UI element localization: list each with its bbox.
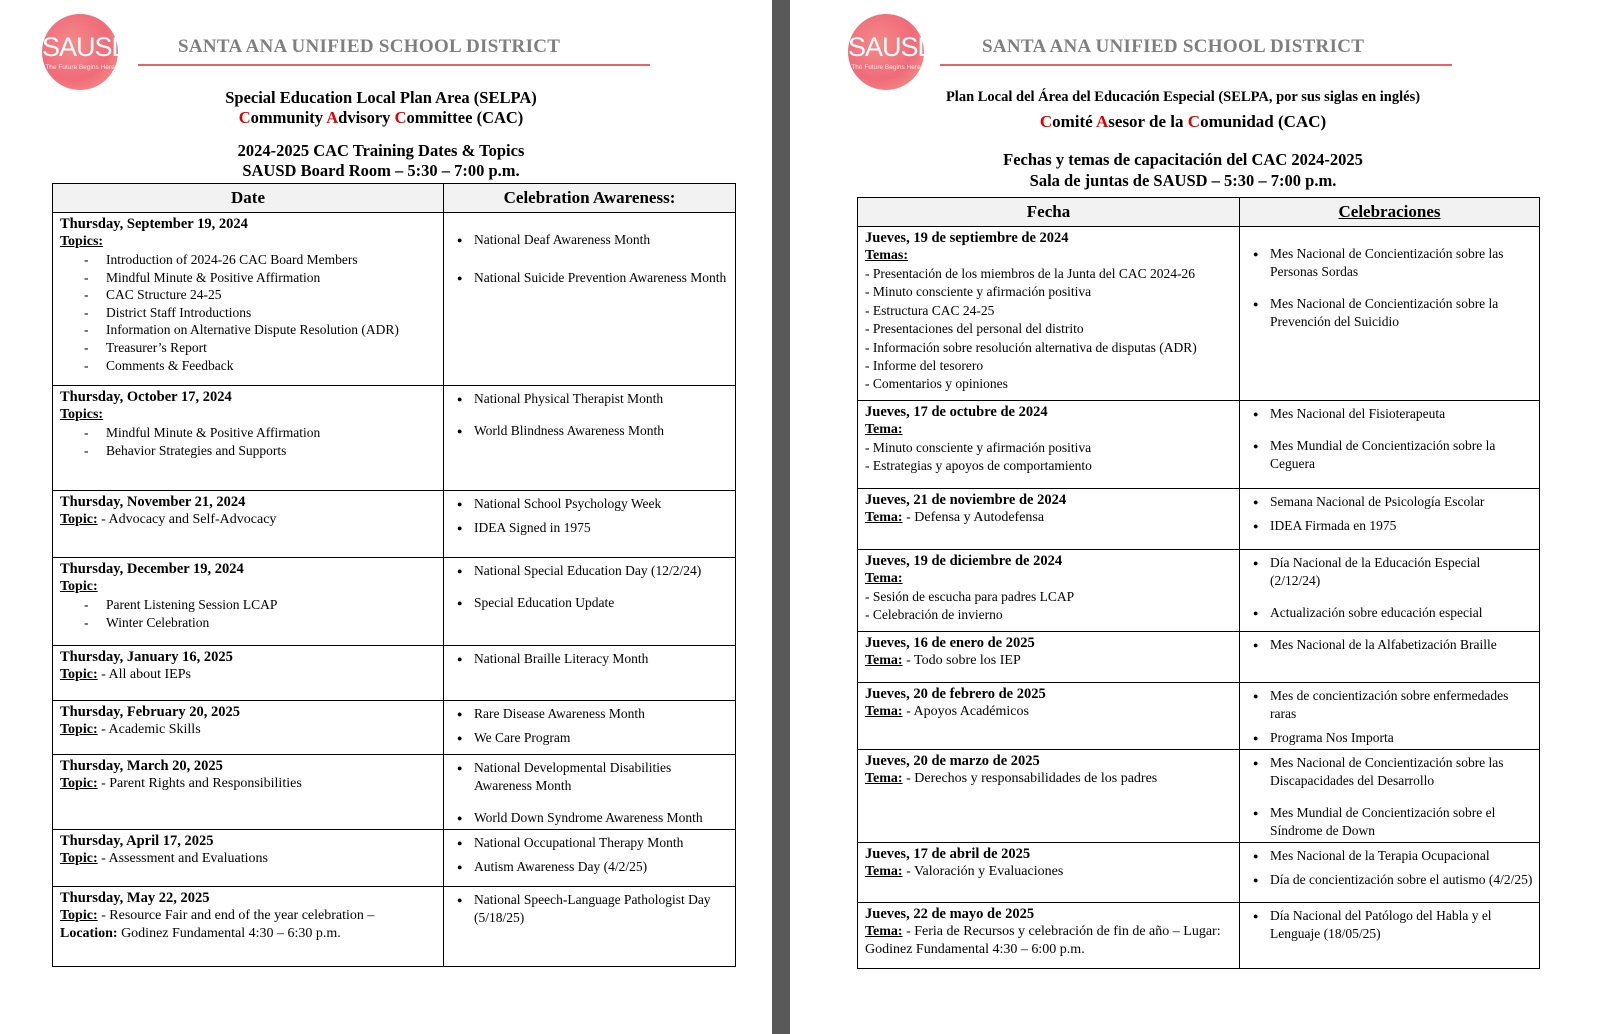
table-row bbox=[53, 646, 736, 701]
table-row bbox=[53, 830, 736, 887]
date-cell bbox=[53, 755, 444, 830]
topic-list bbox=[865, 439, 1233, 476]
schedule-body bbox=[53, 213, 736, 967]
celebration-header: Celebration Awareness: bbox=[444, 184, 736, 213]
date-cell bbox=[858, 632, 1240, 683]
sausd-logo bbox=[848, 14, 937, 90]
logo-tagline: The Future Begins Here bbox=[851, 64, 921, 71]
table-row bbox=[858, 843, 1540, 903]
date-cell-content bbox=[53, 646, 443, 686]
celebration-list bbox=[1246, 405, 1533, 473]
date-cell-content bbox=[858, 843, 1239, 883]
topic-line bbox=[60, 907, 437, 925]
celebration-cell-content bbox=[1240, 683, 1539, 749]
celebration-list bbox=[450, 759, 729, 827]
celebration-item: ● Día Nacional de la Educación Especial (2/12/24) bbox=[1246, 554, 1533, 590]
celebration-list bbox=[1246, 554, 1533, 622]
meeting-date: Thursday, September 19, 2024 bbox=[60, 216, 248, 232]
celebration-cell bbox=[1240, 843, 1540, 903]
celebration-item: ● Semana Nacional de Psicología Escolar bbox=[1246, 493, 1533, 511]
celebration-list bbox=[1246, 687, 1533, 747]
celebration-item: ● World Blindness Awareness Month bbox=[450, 422, 729, 440]
celebration-cell-content bbox=[1240, 227, 1539, 333]
celebration-item: ● National Deaf Awareness Month bbox=[450, 231, 729, 249]
logo-mark: SAUSD bbox=[848, 32, 937, 62]
date-cell-content bbox=[53, 491, 443, 531]
topic-item: - District Staff Introductions bbox=[84, 304, 437, 322]
celebration-item: ● Rare Disease Awareness Month bbox=[450, 705, 729, 723]
date-cell-content bbox=[858, 632, 1239, 672]
table-row bbox=[858, 489, 1540, 550]
date-cell-content bbox=[53, 386, 443, 461]
topic-list bbox=[60, 424, 437, 459]
celebration-cell-content bbox=[1240, 903, 1539, 945]
location-subtitle: SAUSD Board Room – 5:30 – 7:00 p.m. bbox=[242, 161, 520, 180]
topic-text: - Apoyos Académicos bbox=[902, 704, 1029, 719]
meeting-date: Thursday, December 19, 2024 bbox=[60, 561, 244, 577]
topic-line bbox=[60, 775, 437, 793]
date-cell bbox=[858, 683, 1240, 750]
meeting-date: Thursday, November 21, 2024 bbox=[60, 494, 246, 510]
celebration-list bbox=[450, 231, 729, 287]
topic-item: - Presentación de los miembros de la Junta del CAC 2024-26 bbox=[865, 265, 1233, 283]
topic-line bbox=[60, 666, 437, 684]
date-cell bbox=[858, 489, 1240, 550]
topic-label: Topic: bbox=[60, 851, 98, 866]
topic-item: - Introduction of 2024-26 CAC Board Members bbox=[84, 251, 437, 269]
celebration-list bbox=[450, 834, 729, 876]
topic-item: - CAC Structure 24-25 bbox=[84, 286, 437, 304]
table-row bbox=[53, 755, 736, 830]
logo-mark: SAUSD bbox=[42, 32, 131, 62]
topic-text: - Valoración y Evaluaciones bbox=[902, 864, 1064, 879]
celebration-item: ● Mes de concientización sobre enfermedades raras bbox=[1246, 687, 1533, 723]
training-subtitle: Fechas y temas de capacitación del CAC 2024-2025 bbox=[1003, 150, 1363, 169]
date-cell bbox=[53, 830, 444, 887]
date-cell-content bbox=[858, 489, 1239, 529]
celebration-list bbox=[1246, 245, 1533, 331]
celebration-cell bbox=[1240, 903, 1540, 969]
meeting-date: Thursday, February 20, 2025 bbox=[60, 704, 241, 720]
topic-line bbox=[865, 509, 1233, 527]
celebration-item: ● National Physical Therapist Month bbox=[450, 390, 729, 408]
meeting-date: Thursday, October 17, 2024 bbox=[60, 389, 232, 405]
celebration-cell-content bbox=[1240, 843, 1539, 891]
meeting-date: Thursday, May 22, 2025 bbox=[60, 890, 210, 906]
celebration-cell bbox=[1240, 550, 1540, 632]
topic-label: Topic: bbox=[60, 512, 98, 527]
date-cell bbox=[53, 491, 444, 558]
date-cell-content bbox=[53, 887, 443, 945]
table-row bbox=[858, 683, 1540, 750]
spanish-page bbox=[790, 0, 1622, 1034]
meeting-date: Jueves, 16 de enero de 2025 bbox=[865, 635, 1035, 651]
location-line bbox=[60, 925, 437, 943]
topic-item: - Mindful Minute & Positive Affirmation bbox=[84, 269, 437, 287]
date-cell-content bbox=[858, 903, 1239, 961]
celebration-item: ● National Occupational Therapy Month bbox=[450, 834, 729, 852]
table-row bbox=[858, 632, 1540, 683]
topic-item: - Mindful Minute & Positive Affirmation bbox=[84, 424, 437, 442]
topic-item: - Información sobre resolución alternativa de disputas (ADR) bbox=[865, 339, 1233, 357]
date-cell bbox=[53, 887, 444, 967]
topic-list bbox=[865, 588, 1233, 625]
celebration-item: ● Mes Nacional de Concientización sobre la Prevención del Suicidio bbox=[1246, 295, 1533, 331]
celebration-list bbox=[450, 390, 729, 440]
training-subtitle: 2024-2025 CAC Training Dates & Topics bbox=[237, 141, 525, 160]
schedule-table bbox=[857, 197, 1540, 969]
selpa-title: Special Education Local Plan Area (SELPA) bbox=[225, 88, 537, 107]
cac-title: Community Advisory Committee (CAC) bbox=[238, 108, 524, 127]
table-row bbox=[53, 887, 736, 967]
celebration-item: ● IDEA Signed in 1975 bbox=[450, 519, 729, 537]
topic-label: Topic: bbox=[60, 776, 98, 791]
meeting-date: Thursday, April 17, 2025 bbox=[60, 833, 214, 849]
cac-title: Comité Asesor de la Comunidad (CAC) bbox=[1039, 112, 1327, 131]
celebration-cell bbox=[444, 386, 736, 491]
celebration-item: ● National Suicide Prevention Awareness Month bbox=[450, 269, 729, 287]
celebration-item: ● Mes Mundial de Concientización sobre el Síndrome de Down bbox=[1246, 804, 1533, 840]
celebration-list bbox=[450, 562, 729, 612]
topic-item: - Estructura CAC 24-25 bbox=[865, 302, 1233, 320]
district-name: SANTA ANA UNIFIED SCHOOL DISTRICT bbox=[178, 36, 561, 57]
topic-label: Tema: bbox=[865, 422, 903, 437]
celebration-cell-content bbox=[444, 491, 735, 539]
celebration-cell-content bbox=[1240, 550, 1539, 624]
celebration-item: ● National Developmental Disabilities Awareness Month bbox=[450, 759, 729, 795]
topic-text: - Feria de Recursos y celebración de fin de año – Lugar: Godinez Fundamental 4:30 – 6:00 p.m. bbox=[865, 924, 1221, 957]
topic-list bbox=[60, 596, 437, 631]
topic-line bbox=[865, 703, 1233, 721]
celebration-cell bbox=[444, 646, 736, 701]
topic-line bbox=[60, 511, 437, 529]
topic-label: Topic: bbox=[60, 908, 98, 923]
topic-list bbox=[60, 251, 437, 374]
celebration-cell bbox=[444, 755, 736, 830]
celebration-item: ● National School Psychology Week bbox=[450, 495, 729, 513]
celebration-item: ● Mes Nacional del Fisioterapeuta bbox=[1246, 405, 1533, 423]
celebration-cell-content bbox=[1240, 401, 1539, 475]
topic-item: - Information on Alternative Dispute Resolution (ADR) bbox=[84, 321, 437, 339]
topic-label: Tema: bbox=[865, 771, 903, 786]
english-page bbox=[0, 0, 772, 1034]
sausd-logo bbox=[42, 14, 131, 90]
meeting-date: Jueves, 19 de septiembre de 2024 bbox=[865, 230, 1069, 246]
schedule-table bbox=[52, 183, 736, 967]
date-cell-content bbox=[53, 701, 443, 741]
topic-item: - Comments & Feedback bbox=[84, 357, 437, 375]
celebration-item: ● Día de concientización sobre el autismo (4/2/25) bbox=[1246, 871, 1533, 889]
table-row bbox=[53, 701, 736, 755]
celebration-cell-content bbox=[444, 558, 735, 614]
topic-line bbox=[865, 770, 1233, 788]
topic-item: - Parent Listening Session LCAP bbox=[84, 596, 437, 614]
celebration-item: ● Special Education Update bbox=[450, 594, 729, 612]
celebration-list bbox=[1246, 754, 1533, 840]
meeting-date: Jueves, 21 de noviembre de 2024 bbox=[865, 492, 1067, 508]
celebration-cell-content bbox=[444, 213, 735, 289]
location-label: Location: bbox=[60, 926, 118, 941]
celebration-item: ● Autism Awareness Day (4/2/25) bbox=[450, 858, 729, 876]
celebration-item: ● Actualización sobre educación especial bbox=[1246, 604, 1533, 622]
topic-item: - Comentarios y opiniones bbox=[865, 375, 1233, 393]
celebration-item: ● Mes Nacional de Concientización sobre las Discapacidades del Desarrollo bbox=[1246, 754, 1533, 790]
date-cell bbox=[858, 903, 1240, 969]
topic-label: Tema: bbox=[865, 864, 903, 879]
celebration-list bbox=[450, 891, 729, 927]
celebration-cell-content bbox=[1240, 489, 1539, 537]
topic-label: Temas: bbox=[865, 248, 909, 263]
topic-line bbox=[60, 721, 437, 739]
topic-line bbox=[865, 652, 1233, 670]
meeting-date: Jueves, 22 de mayo de 2025 bbox=[865, 906, 1035, 922]
date-cell bbox=[858, 750, 1240, 843]
celebration-cell bbox=[444, 830, 736, 887]
topic-item: - Winter Celebration bbox=[84, 614, 437, 632]
topic-item: - Minuto consciente y afirmación positiva bbox=[865, 439, 1233, 457]
topic-line bbox=[60, 406, 437, 424]
location-text: Godinez Fundamental 4:30 – 6:30 p.m. bbox=[117, 926, 341, 941]
meeting-date: Thursday, January 16, 2025 bbox=[60, 649, 233, 665]
celebration-cell bbox=[1240, 489, 1540, 550]
page-divider bbox=[772, 0, 790, 1034]
topic-text: - Parent Rights and Responsibilities bbox=[97, 776, 302, 791]
date-cell bbox=[53, 213, 444, 386]
topic-label: Tema: bbox=[865, 571, 903, 586]
date-cell-content bbox=[53, 558, 443, 633]
topic-text: - Academic Skills bbox=[97, 722, 201, 737]
topic-line bbox=[865, 421, 1233, 439]
meeting-date: Jueves, 17 de abril de 2025 bbox=[865, 846, 1031, 862]
celebration-item: ● Mes Nacional de la Alfabetización Braille bbox=[1246, 636, 1533, 654]
topic-text: - Assessment and Evaluations bbox=[97, 851, 268, 866]
table-row bbox=[53, 213, 736, 386]
celebration-cell-content bbox=[444, 386, 735, 442]
topic-label: Topic: bbox=[60, 722, 98, 737]
celebration-cell-content bbox=[444, 830, 735, 878]
date-cell bbox=[858, 227, 1240, 401]
topic-item: - Informe del tesorero bbox=[865, 357, 1233, 375]
topic-item: - Sesión de escucha para padres LCAP bbox=[865, 588, 1233, 606]
topic-label: Tema: bbox=[865, 704, 903, 719]
table-row bbox=[858, 750, 1540, 843]
celebration-list bbox=[450, 650, 729, 668]
table-row bbox=[53, 558, 736, 646]
celebration-cell-content bbox=[444, 755, 735, 829]
topic-item: - Minuto consciente y afirmación positiva bbox=[865, 283, 1233, 301]
celebration-header: Celebraciones bbox=[1240, 198, 1540, 227]
date-cell-content bbox=[53, 213, 443, 376]
celebration-cell bbox=[444, 701, 736, 755]
table-row bbox=[53, 491, 736, 558]
celebration-list bbox=[450, 495, 729, 537]
topic-text: - Defensa y Autodefensa bbox=[902, 510, 1045, 525]
topic-line bbox=[865, 570, 1233, 588]
celebration-item: ● We Care Program bbox=[450, 729, 729, 747]
meeting-date: Thursday, March 20, 2025 bbox=[60, 758, 223, 774]
celebration-cell bbox=[444, 558, 736, 646]
celebration-cell bbox=[1240, 632, 1540, 683]
celebration-item: ● Programa Nos Importa bbox=[1246, 729, 1533, 747]
table-row bbox=[858, 227, 1540, 401]
topic-line bbox=[865, 923, 1233, 959]
date-cell-content bbox=[53, 755, 443, 795]
meeting-date: Jueves, 17 de octubre de 2024 bbox=[865, 404, 1048, 420]
meeting-date: Jueves, 20 de marzo de 2025 bbox=[865, 753, 1040, 769]
celebration-cell bbox=[444, 213, 736, 386]
topic-line bbox=[60, 850, 437, 868]
meeting-date: Jueves, 20 de febrero de 2025 bbox=[865, 686, 1046, 702]
topic-text: - Advocacy and Self-Advocacy bbox=[97, 512, 277, 527]
celebration-cell-content bbox=[1240, 750, 1539, 842]
date-header: Fecha bbox=[858, 198, 1240, 227]
celebration-list bbox=[1246, 636, 1533, 654]
district-name: SANTA ANA UNIFIED SCHOOL DISTRICT bbox=[982, 36, 1365, 57]
header-rule bbox=[940, 64, 1452, 66]
date-cell-content bbox=[858, 750, 1239, 790]
celebration-cell bbox=[444, 887, 736, 967]
date-cell bbox=[53, 386, 444, 491]
celebration-item: ● World Down Syndrome Awareness Month bbox=[450, 809, 729, 827]
topic-text: - Resource Fair and end of the year celebration – bbox=[97, 908, 375, 923]
topic-label: Tema: bbox=[865, 653, 903, 668]
date-cell bbox=[53, 701, 444, 755]
logo-tagline: The Future Begins Here bbox=[45, 64, 115, 71]
celebration-cell bbox=[1240, 750, 1540, 843]
date-cell bbox=[858, 843, 1240, 903]
topic-item: - Behavior Strategies and Supports bbox=[84, 442, 437, 460]
table-row bbox=[858, 550, 1540, 632]
topic-label: Tema: bbox=[865, 510, 903, 525]
date-cell bbox=[53, 558, 444, 646]
date-cell-content bbox=[858, 227, 1239, 396]
topic-line bbox=[865, 863, 1233, 881]
topic-line bbox=[865, 247, 1233, 265]
celebration-cell-content bbox=[444, 887, 735, 929]
topic-label: Topics: bbox=[60, 234, 104, 249]
celebration-cell-content bbox=[444, 646, 735, 670]
topic-line bbox=[60, 578, 437, 596]
celebration-item: ● IDEA Firmada en 1975 bbox=[1246, 517, 1533, 535]
topic-text: - Todo sobre los IEP bbox=[902, 653, 1021, 668]
celebration-cell-content bbox=[1240, 632, 1539, 656]
topic-item: - Celebración de invierno bbox=[865, 606, 1233, 624]
table-row bbox=[858, 903, 1540, 969]
topic-text: - Derechos y responsabilidades de los padres bbox=[902, 771, 1158, 786]
celebration-item: ● National Special Education Day (12/2/24) bbox=[450, 562, 729, 580]
celebration-cell bbox=[1240, 683, 1540, 750]
topic-item: - Estrategias y apoyos de comportamiento bbox=[865, 457, 1233, 475]
table-row bbox=[858, 401, 1540, 489]
celebration-cell bbox=[1240, 401, 1540, 489]
location-subtitle: Sala de juntas de SAUSD – 5:30 – 7:00 p.m. bbox=[1029, 171, 1337, 190]
table-row bbox=[53, 386, 736, 491]
topic-label: Topic: bbox=[60, 579, 98, 594]
topic-item: - Treasurer’s Report bbox=[84, 339, 437, 357]
topic-label: Tema: bbox=[865, 924, 903, 939]
date-cell bbox=[858, 401, 1240, 489]
date-cell-content bbox=[858, 683, 1239, 723]
celebration-item: ● Mes Nacional de Concientización sobre las Personas Sordas bbox=[1246, 245, 1533, 281]
date-cell bbox=[858, 550, 1240, 632]
date-header: Date bbox=[53, 184, 444, 213]
celebration-item: ● National Braille Literacy Month bbox=[450, 650, 729, 668]
celebration-item: ● Mes Nacional de la Terapia Ocupacional bbox=[1246, 847, 1533, 865]
schedule-body bbox=[858, 227, 1540, 969]
topic-label: Topic: bbox=[60, 667, 98, 682]
celebration-item: ● Día Nacional del Patólogo del Habla y el Lenguaje (18/05/25) bbox=[1246, 907, 1533, 943]
celebration-list bbox=[1246, 847, 1533, 889]
selpa-title: Plan Local del Área del Educación Especial (SELPA, por sus siglas en inglés) bbox=[945, 89, 1421, 105]
date-cell-content bbox=[858, 550, 1239, 627]
meeting-date: Jueves, 19 de diciembre de 2024 bbox=[865, 553, 1063, 569]
celebration-cell-content bbox=[444, 701, 735, 749]
celebration-list bbox=[1246, 493, 1533, 535]
celebration-cell bbox=[1240, 227, 1540, 401]
topic-list bbox=[865, 265, 1233, 394]
celebration-cell bbox=[444, 491, 736, 558]
date-cell-content bbox=[858, 401, 1239, 478]
topic-line bbox=[60, 233, 437, 251]
header-rule bbox=[138, 64, 650, 66]
celebration-item: ● National Speech-Language Pathologist Day (5/18/25) bbox=[450, 891, 729, 927]
celebration-list bbox=[450, 705, 729, 747]
date-cell bbox=[53, 646, 444, 701]
celebration-list bbox=[1246, 907, 1533, 943]
date-cell-content bbox=[53, 830, 443, 870]
topic-label: Topics: bbox=[60, 407, 104, 422]
topic-item: - Presentaciones del personal del distrito bbox=[865, 320, 1233, 338]
celebration-item: ● Mes Mundial de Concientización sobre la Ceguera bbox=[1246, 437, 1533, 473]
topic-text: - All about IEPs bbox=[97, 667, 191, 682]
